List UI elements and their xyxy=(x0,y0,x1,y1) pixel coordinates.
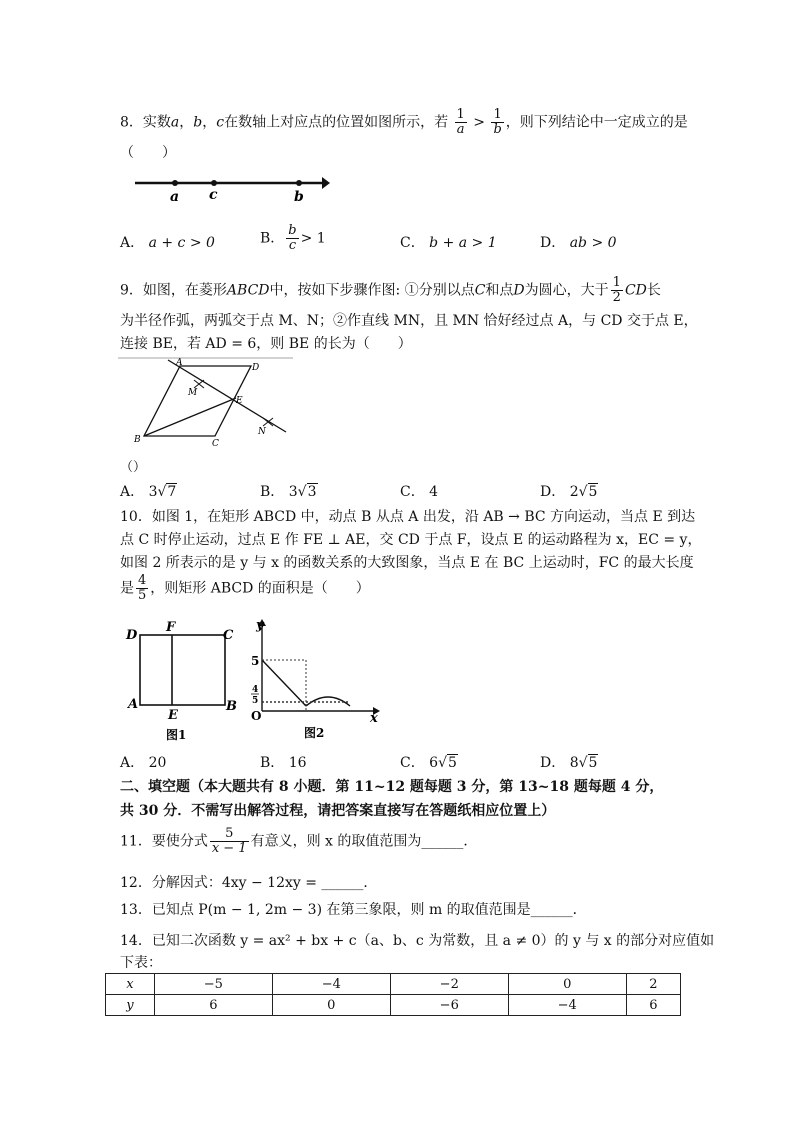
q10-line2: 点 C 时停止运动，过点 E 作 FE ⊥ AE，交 CD 于点 F，设点 E 的运动路程为 x，EC = y， xyxy=(120,532,702,548)
q8-number-line xyxy=(130,172,330,204)
table-cell: −5 xyxy=(154,974,272,995)
fig2-label-o: O xyxy=(251,709,262,723)
fig1-label-f: F xyxy=(166,620,176,635)
q10-option-b[interactable]: B． 16 xyxy=(260,755,307,771)
q9-line1: 9．如图，在菱形ABCD中，按如下步骤作图: ①分别以点C和点D为圆心，大于 $\frac{1}{2}$ CD长 xyxy=(120,275,661,305)
q9-label-n: N xyxy=(258,427,266,437)
fig2-label-y: y xyxy=(256,618,264,633)
q8-stem: 8．实数a，b，c在数轴上对应点的位置如图所示，若 $\frac{1}{a}$ > $\frac{1}{b}$ ，则下列结论中一定成立的是 xyxy=(120,107,688,137)
q9-label-b: B xyxy=(134,435,141,445)
q9-label-m: M xyxy=(188,388,198,398)
q9-paren: （） xyxy=(120,460,147,475)
fig2-label-x: x xyxy=(370,711,378,726)
q11-text: 11．要使分式 $\frac{5}{x - 1}$ 有意义，则 x 的取值范围为______． xyxy=(120,826,478,856)
fig2-label-5-den: 5 xyxy=(252,696,259,706)
q10-option-c[interactable]: C． 6√5 xyxy=(400,755,457,771)
table-cell: −4 xyxy=(272,974,390,995)
q9-label-a: A xyxy=(176,358,183,368)
table-cell: 0 xyxy=(508,974,626,995)
q9-label-e: E xyxy=(236,396,243,406)
q9-option-d[interactable]: D． 2√5 xyxy=(540,484,598,500)
q14-line2: 下表： xyxy=(120,955,162,971)
q9-label-c: C xyxy=(212,439,219,449)
q9-figure xyxy=(118,356,293,456)
q9-option-a[interactable]: A． 3√7 xyxy=(120,484,177,500)
table-row xyxy=(106,995,681,1016)
section-2-heading-line2: 共 30 分．不需写出解答过程，请把答案直接写在答题纸相应位置上） xyxy=(120,803,556,819)
axis-label-a: a xyxy=(170,189,180,204)
table-row xyxy=(106,974,681,995)
fig1-label-e: E xyxy=(168,708,178,723)
fig2-caption: 图2 xyxy=(304,726,325,740)
q8-frac-1a: $\frac{1}{a}$ xyxy=(456,107,465,137)
q10-line4: 是 $\frac{4}{5}$ ，则矩形 ABCD 的面积是（ ） xyxy=(120,573,370,603)
q10-line3: 如图 2 所表示的是 y 与 x 的函数关系的大致图象，当点 E 在 BC 上运动时，FC 的最大长度 xyxy=(120,555,694,571)
q8-option-b[interactable]: B． $\frac{b}{c}$ > 1 xyxy=(260,223,326,253)
point-a xyxy=(172,180,178,186)
table-cell: −4 xyxy=(508,995,626,1016)
point-c xyxy=(211,180,217,186)
fig1-caption: 图1 xyxy=(166,728,187,742)
q14-line1: 14．已知二次函数 y = ax² + bx + c（a、b、c 为常数，且 a ≠ 0）的 y 与 x 的部分对应值如 xyxy=(120,933,715,949)
table-cell: y xyxy=(106,995,155,1016)
q13-text: 13．已知点 P(m − 1, 2m − 3) 在第三象限，则 m 的取值范围是______． xyxy=(120,902,587,918)
q9-option-b[interactable]: B． 3√3 xyxy=(260,484,317,500)
axis-label-b: b xyxy=(294,189,304,204)
q9-option-c[interactable]: C． 4 xyxy=(400,484,439,500)
fig1-label-b: B xyxy=(226,699,237,714)
q8-option-c[interactable]: C． b + a > 1 xyxy=(400,235,497,251)
q9-line2: 为半径作弧，两弧交于点 M、N；②作直线 MN，且 MN 恰好经过点 A，与 CD 交于点 E， xyxy=(120,313,698,329)
q14-value-table xyxy=(105,973,681,1016)
q9-line3: 连接 BE，若 AD = 6，则 BE 的长为（ ） xyxy=(120,336,412,352)
table-cell: −6 xyxy=(390,995,508,1016)
table-cell: 0 xyxy=(272,995,390,1016)
q9-label-d: D xyxy=(252,363,260,373)
q12-text: 12．分解因式：4xy − 12xy = ______． xyxy=(120,875,378,891)
table-cell: x xyxy=(106,974,155,995)
axis-label-c: c xyxy=(209,187,218,203)
fig1-label-a: A xyxy=(128,697,139,712)
fig2-label-5: 5 xyxy=(251,654,260,668)
q8-option-d[interactable]: D． ab > 0 xyxy=(540,235,617,251)
q10-option-d[interactable]: D． 8√5 xyxy=(540,755,598,771)
q8-frac-1b: $\frac{1}{b}$ xyxy=(493,107,502,137)
q10-line1: 10．如图 1，在矩形 ABCD 中，动点 B 从点 A 出发，沿 AB → BC 方向运动，当点 E 到达 xyxy=(120,509,696,525)
fig1-label-d: D xyxy=(126,628,138,643)
fig1-label-c: C xyxy=(223,628,234,643)
fig2-label-4: 4 xyxy=(252,685,259,695)
q8-paren: （ ） xyxy=(120,145,176,161)
q10-figure-1 xyxy=(124,618,244,746)
q10-figure-2 xyxy=(248,616,388,746)
table-cell: 6 xyxy=(626,995,680,1016)
q10-option-a[interactable]: A． 20 xyxy=(120,755,167,771)
point-b xyxy=(296,180,302,186)
q8-option-a[interactable]: A． a + c > 0 xyxy=(120,235,215,251)
table-cell: −2 xyxy=(390,974,508,995)
table-cell: 2 xyxy=(626,974,680,995)
table-cell: 6 xyxy=(154,995,272,1016)
section-2-heading-line1: 二、填空题（本大题共有 8 小题．第 11~12 题每题 3 分，第 13~18 题每题 4 分， xyxy=(120,779,664,795)
